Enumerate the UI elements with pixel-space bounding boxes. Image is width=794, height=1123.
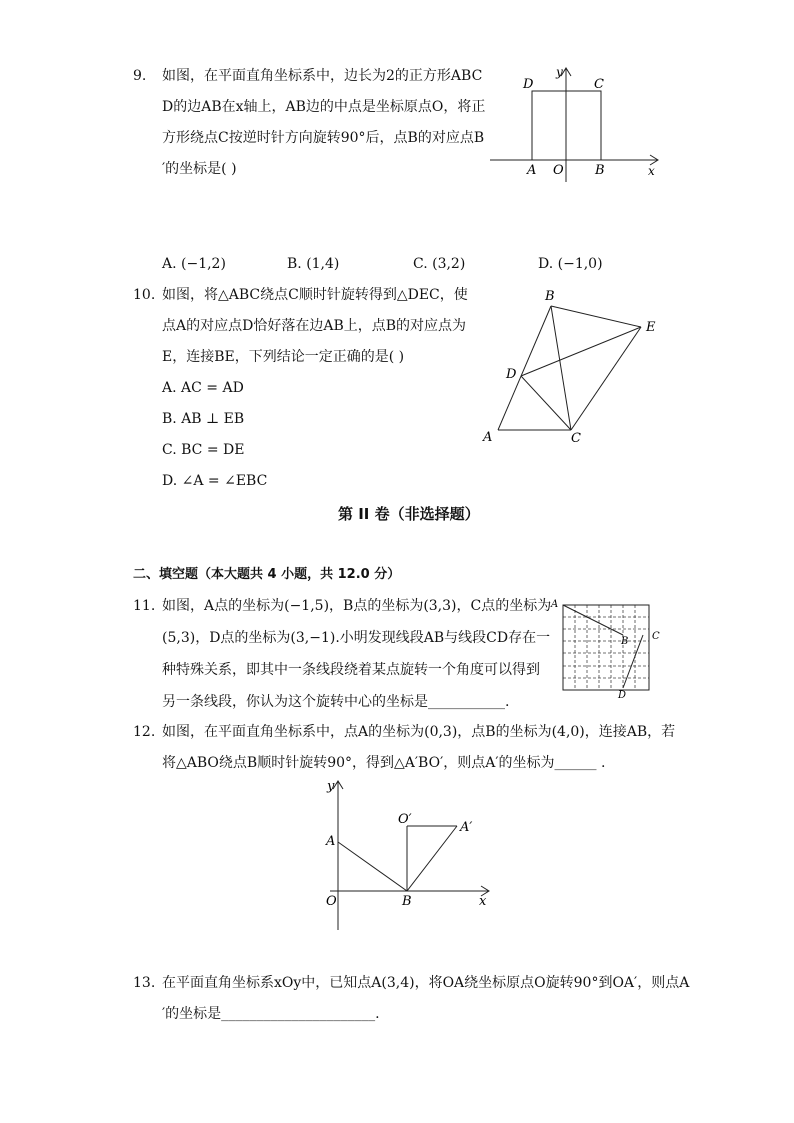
point-label-o: O xyxy=(553,163,564,178)
triangle-rotation-figure xyxy=(478,284,668,449)
triangle-coordinate-figure xyxy=(316,772,496,934)
point-label-e: E xyxy=(646,320,656,335)
point-label-d: D xyxy=(523,77,534,92)
option-a: A. AC = AD xyxy=(162,380,244,396)
question-text-line: ′的坐标是______________________. xyxy=(162,1006,380,1022)
grid-lines xyxy=(563,605,649,690)
question-text-line: 方形绕点C按逆时针方向旋转90°后，点B的对应点B xyxy=(162,130,485,146)
question-text-line: (5,3)，D点的坐标为(3,−1).小明发现线段AB与线段CD存在一 xyxy=(162,630,551,646)
segment-a-prime-b xyxy=(407,826,457,891)
point-label-b: B xyxy=(621,636,629,647)
option-d: D. ∠A = ∠EBC xyxy=(162,473,268,489)
point-label-d: D xyxy=(506,367,517,382)
question-number: 12. xyxy=(133,724,156,740)
grid-segment-figure xyxy=(548,596,666,698)
segment-ab xyxy=(338,842,407,891)
question-text-line: 在平面直角坐标系xOy中，已知点A(3,4)，将OA绕坐标原点O旋转90°到OA′，则点A xyxy=(162,975,690,991)
question-text-line: 如图，在平面直角坐标系中，边长为2的正方形ABC xyxy=(162,68,483,84)
point-label-o: O xyxy=(326,894,337,909)
point-label-o-prime: O′ xyxy=(398,812,412,827)
point-label-c: C xyxy=(571,431,581,446)
x-axis-label: x xyxy=(648,164,655,178)
point-label-b: B xyxy=(402,894,412,909)
question-text-line: 如图，A点的坐标为(−1,5)，B点的坐标为(3,3)，C点的坐标为 xyxy=(162,598,552,614)
grid-border xyxy=(563,605,649,690)
option-d: D. (−1,0) xyxy=(538,256,603,272)
point-label-a-prime: A′ xyxy=(460,820,473,835)
question-text-line: 点A的对应点D恰好落在边AB上，点B的对应点为 xyxy=(162,318,467,334)
y-axis-label: y xyxy=(327,779,335,794)
point-label-b: B xyxy=(545,289,555,304)
question-number: 11. xyxy=(133,598,156,614)
point-label-d: D xyxy=(618,690,627,698)
point-label-b: B xyxy=(595,163,605,178)
question-number: 13. xyxy=(133,975,156,991)
point-label-a: A xyxy=(326,834,336,849)
point-label-a: A xyxy=(527,163,537,178)
section-heading: 二、填空题（本大题共 4 小题，共 12.0 分） xyxy=(133,567,401,582)
point-label-a: A xyxy=(551,599,559,610)
question-text-line: E，连接BE，下列结论一定正确的是( ) xyxy=(162,349,405,365)
x-axis-label: x xyxy=(479,894,487,909)
question-text-line: 如图，将△ABC绕点C顺时针旋转得到△DEC，使 xyxy=(162,287,468,303)
square-coordinate-figure xyxy=(486,60,666,185)
point-label-a: A xyxy=(483,430,493,445)
question-text-line: ′的坐标是( ) xyxy=(162,161,237,177)
question-text-line: 如图，在平面直角坐标系中，点A的坐标为(0,3)，点B的坐标为(4,0)，连接AB，若 xyxy=(162,724,676,740)
option-c: C. BC = DE xyxy=(162,442,245,458)
segment-ec xyxy=(571,327,641,430)
point-label-c: C xyxy=(594,77,604,92)
question-text-line: D的边AB在x轴上，AB边的中点是坐标原点O，将正 xyxy=(162,99,486,115)
question-number: 10. xyxy=(133,287,156,303)
question-text-line: 将△ABO绕点B顺时针旋转90°，得到△A′BO′，则点A′的坐标为______ . xyxy=(162,755,606,771)
option-b: B. AB ⊥ EB xyxy=(162,411,245,427)
point-label-c: C xyxy=(652,631,660,642)
segment-be xyxy=(551,306,641,327)
part-two-title: 第 II 卷（非选择题） xyxy=(338,505,480,523)
question-number: 9. xyxy=(133,68,147,84)
question-text-line: 另一条线段，你认为这个旋转中心的坐标是___________. xyxy=(162,694,510,710)
option-b: B. (1,4) xyxy=(287,256,340,272)
segment-ab xyxy=(563,605,623,635)
option-a: A. (−1,2) xyxy=(162,256,226,272)
y-axis-label: y xyxy=(556,65,563,79)
question-text-line: 种特殊关系，即其中一条线段绕着某点旋转一个角度可以得到 xyxy=(162,662,540,678)
option-c: C. (3,2) xyxy=(413,256,466,272)
